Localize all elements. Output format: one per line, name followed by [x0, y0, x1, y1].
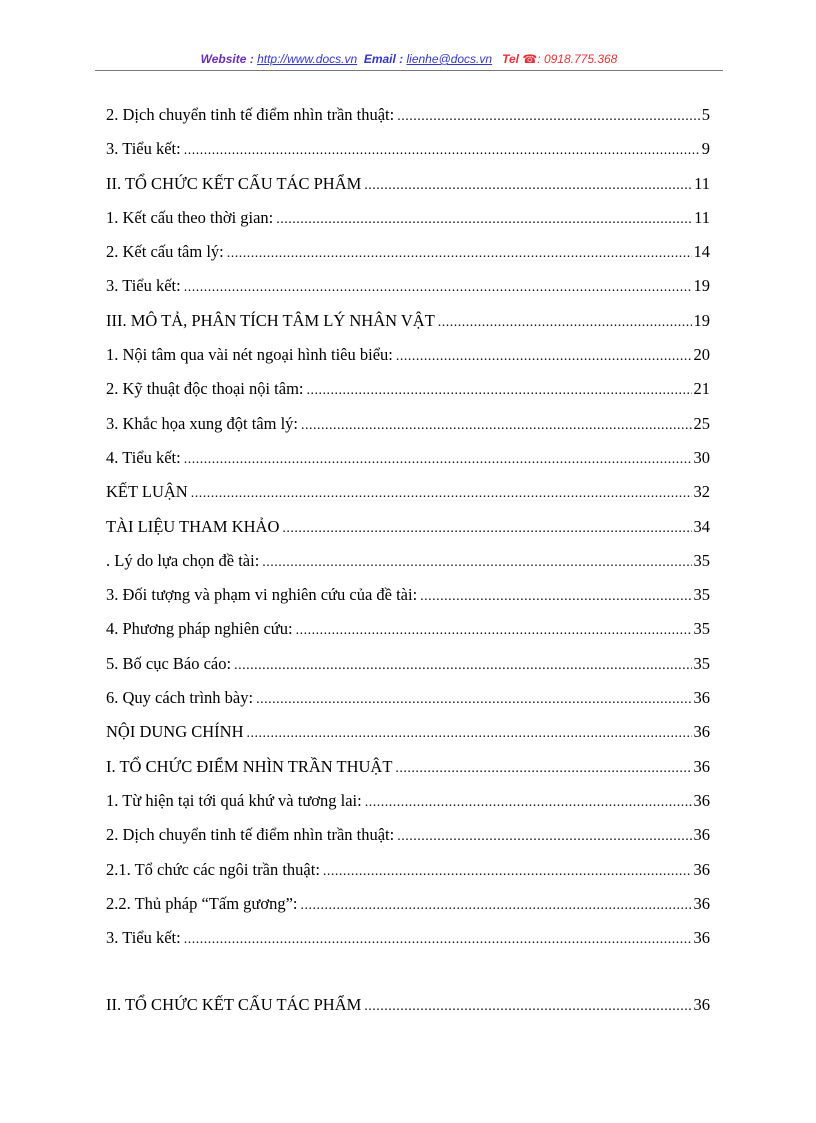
email-link[interactable]: lienhe@docs.vn [406, 52, 493, 66]
toc-entry-title: II. TỔ CHỨC KẾT CẤU TÁC PHẨM [106, 995, 362, 1015]
toc-entry-page: 21 [693, 379, 710, 399]
toc-entry-title: NỘI DUNG CHÍNH [106, 722, 244, 742]
toc-entry-title: III. MÔ TẢ, PHÂN TÍCH TÂM LÝ NHÂN VẬT [106, 310, 435, 330]
toc-entry[interactable] [106, 818, 710, 852]
toc-entry-page: 36 [693, 688, 710, 708]
toc-entry-page: 11 [694, 173, 710, 193]
toc-entry-page: 35 [693, 585, 710, 605]
toc-entry-title: 4. Phương pháp nghiên cứu: [106, 619, 293, 639]
toc-dot-leader [397, 100, 700, 132]
toc-dot-leader [262, 546, 691, 578]
email-label: Email : [363, 52, 407, 66]
toc-entry[interactable] [106, 441, 710, 475]
toc-dot-leader [364, 169, 692, 201]
toc-entry-page: 9 [701, 139, 710, 159]
toc-entry-page: 11 [694, 207, 710, 227]
toc-entry[interactable] [106, 235, 710, 269]
toc-dot-leader [365, 786, 692, 818]
table-of-contents [106, 98, 710, 1023]
toc-entry-title: II. TỔ CHỨC KẾT CẤU TÁC PHẨM [106, 173, 362, 193]
toc-entry-title: I. TỔ CHỨC ĐIỂM NHÌN TRẦN THUẬT [106, 756, 393, 776]
toc-entry[interactable] [106, 612, 710, 646]
toc-entry-page: 5 [701, 105, 710, 124]
toc-entry-title: 3. Khắc họa xung đột tâm lý: [106, 413, 299, 433]
toc-entry-title: 2. Dịch chuyển tinh tế điểm nhìn trần thuật: [106, 105, 395, 124]
toc-dot-leader [282, 512, 691, 544]
toc-entry-title: 3. Tiểu kết: [106, 928, 181, 948]
toc-entry[interactable] [106, 475, 710, 509]
toc-entry[interactable] [106, 132, 710, 166]
toc-entry-title: 2.2. Thủ pháp “Tấm gương”: [106, 893, 298, 913]
toc-entry-title: 4. Tiểu kết: [106, 447, 181, 467]
toc-entry-title: 1. Nội tâm qua vài nét ngoại hình tiêu biểu: [106, 345, 393, 365]
toc-entry-page: 36 [693, 825, 710, 845]
toc-entry-page: 36 [693, 859, 710, 879]
toc-dot-leader [191, 477, 692, 509]
toc-entry-title: 2. Kỹ thuật độc thoại nội tâm: [106, 379, 304, 399]
toc-dot-leader [256, 683, 691, 715]
toc-entry-title: . Lý do lựa chọn đề tài: [106, 550, 260, 570]
toc-entry-title: KẾT LUẬN [106, 482, 188, 502]
toc-entry[interactable] [106, 988, 710, 1022]
phone-icon: ☎ [522, 52, 538, 66]
toc-entry[interactable] [106, 544, 710, 578]
toc-entry-page: 25 [693, 413, 710, 433]
toc-entry[interactable] [106, 372, 710, 406]
website-label: Website : [200, 52, 258, 66]
toc-entry[interactable] [106, 750, 710, 784]
toc-entry[interactable] [106, 269, 710, 303]
toc-entry[interactable] [106, 681, 710, 715]
tel-value: : 0918.775.368 [537, 52, 618, 66]
toc-entry-title: 2. Dịch chuyển tinh tế điểm nhìn trần thuật: [106, 825, 395, 845]
toc-dot-leader [234, 649, 691, 681]
toc-dot-leader [184, 923, 692, 955]
toc-entry-title: 6. Quy cách trình bày: [106, 688, 254, 708]
toc-entry-page: 36 [693, 995, 710, 1015]
toc-dot-leader [396, 340, 692, 372]
toc-dot-leader [301, 409, 691, 441]
toc-entry-page: 35 [693, 619, 710, 639]
toc-dot-leader [184, 443, 692, 475]
tel-label: Tel [502, 52, 523, 66]
toc-entry-page: 35 [693, 550, 710, 570]
header-divider [95, 70, 723, 71]
toc-entry-page: 34 [693, 516, 710, 536]
toc-dot-leader [247, 717, 692, 749]
toc-dot-leader [397, 820, 691, 852]
toc-entry-title: 1. Kết cấu theo thời gian: [106, 207, 274, 227]
toc-entry-page: 19 [693, 276, 710, 296]
toc-dot-leader [301, 889, 692, 921]
toc-dot-leader [364, 990, 691, 1022]
toc-entry-page: 36 [693, 928, 710, 948]
toc-entry-title: 2. Kết cấu tâm lý: [106, 242, 224, 262]
toc-entry[interactable] [106, 407, 710, 441]
toc-dot-leader [420, 580, 691, 612]
toc-dot-leader [227, 237, 692, 269]
toc-entry[interactable] [106, 784, 710, 818]
toc-entry-title: 3. Đối tượng và phạm vi nghiên cứu của đề tài: [106, 585, 418, 605]
toc-entry[interactable] [106, 304, 710, 338]
toc-entry[interactable] [106, 98, 710, 132]
toc-dot-leader [296, 614, 692, 646]
toc-entry-title: 2.1. Tổ chức các ngôi trần thuật: [106, 859, 320, 879]
toc-entry[interactable] [106, 167, 710, 201]
toc-entry[interactable] [106, 921, 710, 955]
toc-entry-page: 30 [693, 447, 710, 467]
toc-dot-leader [276, 203, 692, 235]
toc-entry-title: 1. Từ hiện tại tới quá khứ và tương lai: [106, 790, 362, 810]
toc-entry[interactable] [106, 201, 710, 235]
toc-dot-leader [323, 855, 692, 887]
toc-entry-page: 36 [693, 790, 710, 810]
toc-entry[interactable] [106, 578, 710, 612]
toc-entry-page: 36 [693, 722, 710, 742]
toc-entry[interactable] [106, 715, 710, 749]
toc-dot-leader [307, 374, 692, 406]
toc-entry-title: TÀI LIỆU THAM KHẢO [106, 516, 280, 536]
toc-dot-leader [395, 752, 691, 784]
toc-entry[interactable] [106, 338, 710, 372]
toc-entry-page: 19 [693, 310, 710, 330]
toc-entry-page: 35 [693, 653, 710, 673]
toc-entry[interactable] [106, 887, 710, 921]
toc-entry[interactable] [106, 647, 710, 681]
toc-entry-title: 3. Tiểu kết: [106, 276, 181, 296]
toc-entry-page: 36 [693, 893, 710, 913]
toc-entry[interactable] [106, 510, 710, 544]
toc-entry-page: 20 [693, 345, 710, 365]
toc-entry[interactable] [106, 853, 710, 887]
toc-dot-leader [184, 134, 700, 166]
toc-entry-title: 5. Bố cục Báo cáo: [106, 653, 232, 673]
page-header [95, 50, 723, 68]
toc-entry-page: 14 [693, 242, 710, 262]
toc-dot-leader [438, 306, 692, 338]
toc-entry-page: 36 [693, 756, 710, 776]
toc-dot-leader [184, 271, 692, 303]
toc-entry-title: 3. Tiểu kết: [106, 139, 181, 159]
toc-entry-page: 32 [693, 482, 710, 502]
website-link[interactable]: http://www.docs.vn [257, 52, 358, 66]
